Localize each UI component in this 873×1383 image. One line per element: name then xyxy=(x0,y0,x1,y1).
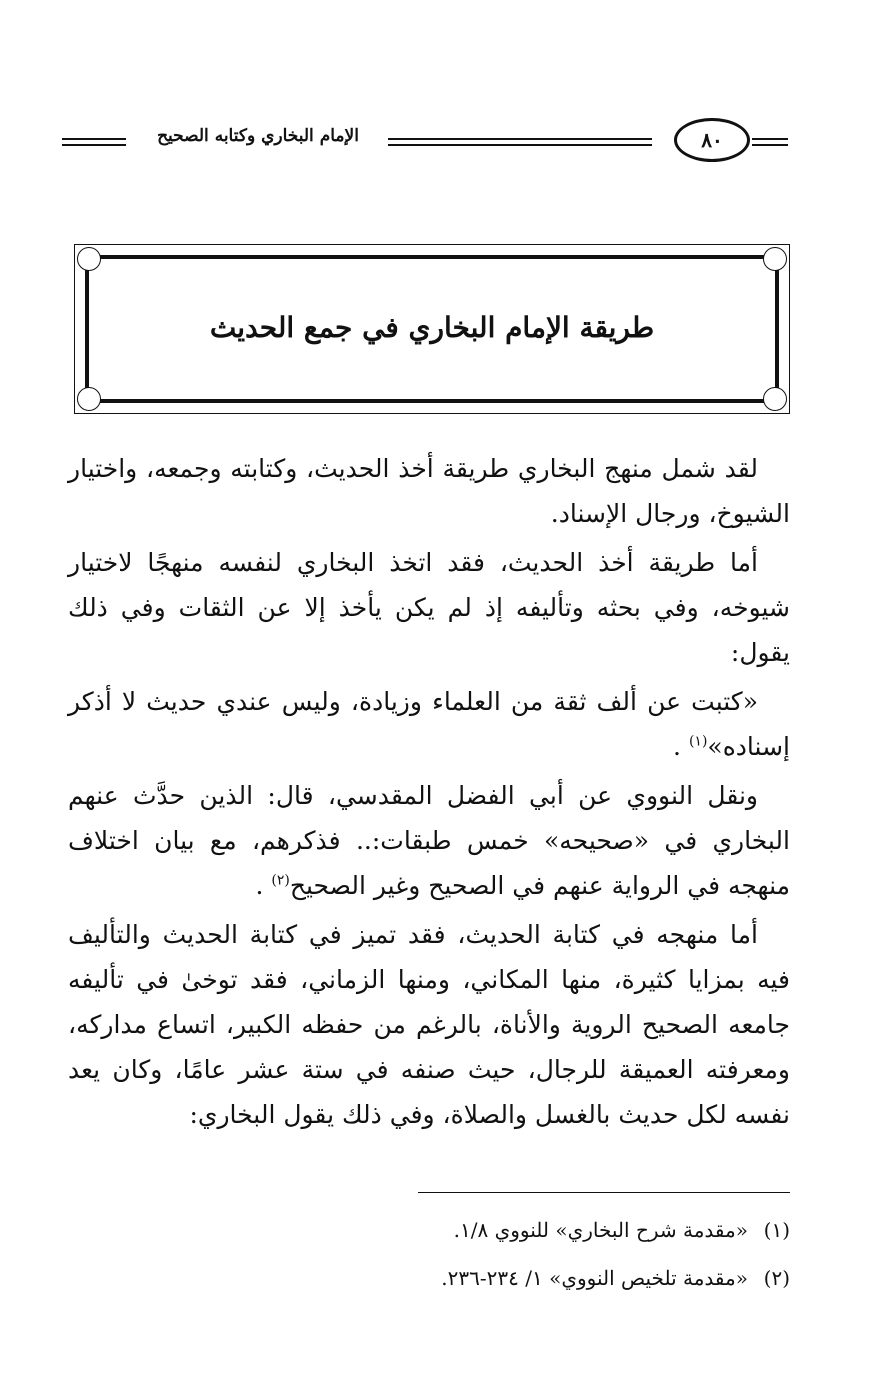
page-number: ٨٠ xyxy=(674,118,750,162)
footnote-text: «مقدمة تلخيص النووي» ١/ ٢٣٤-٢٣٦. xyxy=(441,1266,748,1290)
footnote xyxy=(68,1206,790,1254)
footnote-mark: (٢) xyxy=(763,1266,790,1290)
running-header xyxy=(62,118,792,166)
header-rule-right xyxy=(752,138,788,146)
chapter-title-frame xyxy=(74,244,790,414)
footnote-mark: (١) xyxy=(763,1218,790,1242)
footnote xyxy=(68,1254,790,1302)
paragraph: أما طريقة أخذ الحديث، فقد اتخذ البخاري لنفسه منهجًا لاختيار شيوخه، وفي بحثه وتأليفه إذ لم يكن يأخذ إلا عن الثقات وفي ذلك يقول: xyxy=(68,548,790,667)
paragraph xyxy=(68,773,790,908)
footnote-text: «مقدمة شرح البخاري» للنووي ١/٨. xyxy=(453,1218,748,1242)
footnotes xyxy=(68,1206,790,1302)
frame-corner-ornament xyxy=(763,247,787,271)
frame-corner-ornament xyxy=(77,387,101,411)
header-rule-middle xyxy=(388,138,652,146)
quote-text: «كتبت عن ألف ثقة من العلماء وزيادة، وليس عندي حديث لا أذكر إسناده» xyxy=(68,687,790,761)
paragraph: أما منهجه في كتابة الحديث، فقد تميز في كتابة الحديث والتأليف فيه بمزايا كثيرة، منها المكاني، ومنها الزماني، فقد توخىٰ في تأليفه جامعه الصحيح الروية والأناة، بالرغم من حفظه الكبير، اتساع مداركه، ومعرفته العميقة للرجال، حيث صنفه في ستة عشر عامًا، وكان يعد نفسه لكل حديث بالغسل والصلاة، وفي ذلك يقول البخاري: xyxy=(68,920,790,1129)
chapter-title-inner-frame xyxy=(85,255,779,403)
running-title: الإمام البخاري وكتابه الصحيح xyxy=(157,126,359,146)
footnote-separator xyxy=(418,1192,790,1193)
frame-corner-ornament xyxy=(77,247,101,271)
paragraph: لقد شمل منهج البخاري طريقة أخذ الحديث، وكتابته وجمعه، واختيار الشيوخ، ورجال الإسناد. xyxy=(68,454,790,528)
frame-corner-ornament xyxy=(763,387,787,411)
paragraph-text: ونقل النووي عن أبي الفضل المقدسي، قال: الذين حدَّث عنهم البخاري في «صحيحه» خمس طبقات:.. فذكرهم، مع بيان اختلاف منهجه في الرواية عنهم في الصحيح وغير الصحيح xyxy=(68,781,790,900)
quote-paragraph xyxy=(68,679,790,769)
period: . xyxy=(673,732,681,761)
footnote-ref: (١) xyxy=(688,733,708,750)
body-text xyxy=(68,446,790,1141)
header-rule-left xyxy=(62,138,126,146)
chapter-title: طريقة الإمام البخاري في جمع الحديث xyxy=(209,311,655,344)
period: . xyxy=(255,871,264,900)
footnote-ref: (٢) xyxy=(271,872,290,889)
